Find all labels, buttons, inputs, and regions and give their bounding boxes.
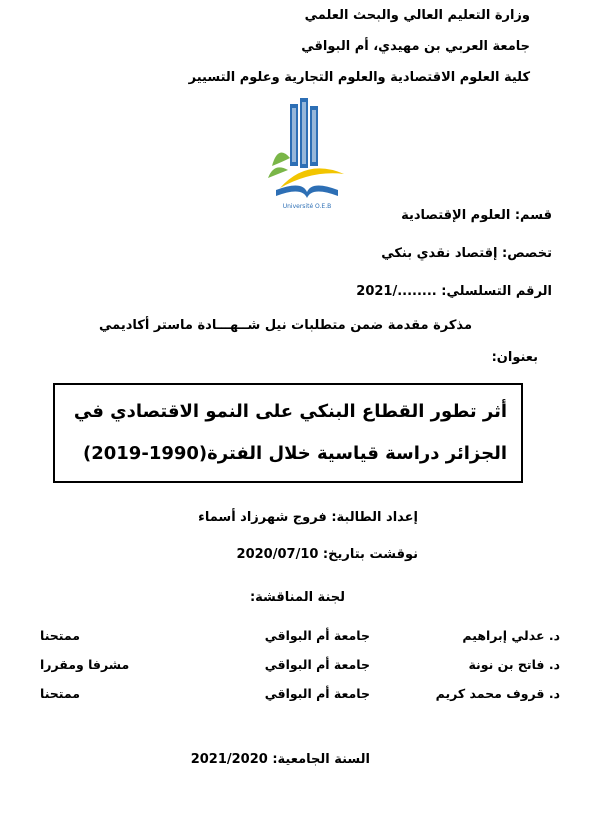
committee-label: لجنة المناقشة:: [249, 590, 345, 605]
university-logo-icon: [262, 92, 352, 212]
faculty-name: كلية العلوم الاقتصادية والعلوم التجارية وعلوم التسيير: [188, 70, 530, 85]
member-university: جامعة أم البواقي: [264, 657, 370, 672]
university-name: جامعة العربي بن مهيدي، أم البواقي: [301, 39, 530, 54]
committee-member-row: [30, 686, 565, 706]
member-role: ممتحنا: [40, 686, 81, 701]
thesis-title-line-1: أثر تطور القطاع البنكي على النمو الاقتصادي في: [73, 401, 507, 422]
committee-member-row: [30, 657, 565, 677]
member-university: جامعة أم البواقي: [264, 628, 370, 643]
ministry-name: وزارة التعليم العالي والبحث العلمي: [304, 8, 530, 23]
academic-year: السنة الجامعية: 2021/2020: [190, 752, 370, 767]
thesis-title-box: [53, 383, 523, 483]
member-name: د. فاتح بن نونة: [468, 657, 560, 672]
member-role: ممتحنا: [40, 628, 81, 643]
serial-number: الرقم التسلسلي: ......../2021: [356, 284, 552, 299]
thesis-title-line-2: الجزائر دراسة قياسية خلال الفترة(1990-2019): [82, 443, 507, 464]
specialty-label: تخصص: إقتصاد نقدي بنكي: [381, 246, 552, 261]
member-university: جامعة أم البواقي: [264, 686, 370, 701]
member-name: د. قروف محمد كريم: [435, 686, 560, 701]
title-label: بعنوان:: [491, 350, 538, 365]
member-name: د. عدلي إبراهيم: [462, 628, 560, 643]
department-label: قسم: العلوم الإقتصادية: [401, 208, 552, 223]
member-role: مشرفا ومقررا: [40, 657, 130, 672]
svg-text:Université O.E.B: Université O.E.B: [282, 203, 332, 210]
committee-member-row: [30, 628, 565, 648]
defense-date: نوقشت بتاريخ: 2020/07/10: [236, 547, 418, 562]
student-name: إعداد الطالبة: فروج شهرزاد أسماء: [198, 510, 418, 525]
memo-note: مذكرة مقدمة ضمن متطلبات نيل شــهـــادة ماستر أكاديمي: [99, 318, 472, 333]
